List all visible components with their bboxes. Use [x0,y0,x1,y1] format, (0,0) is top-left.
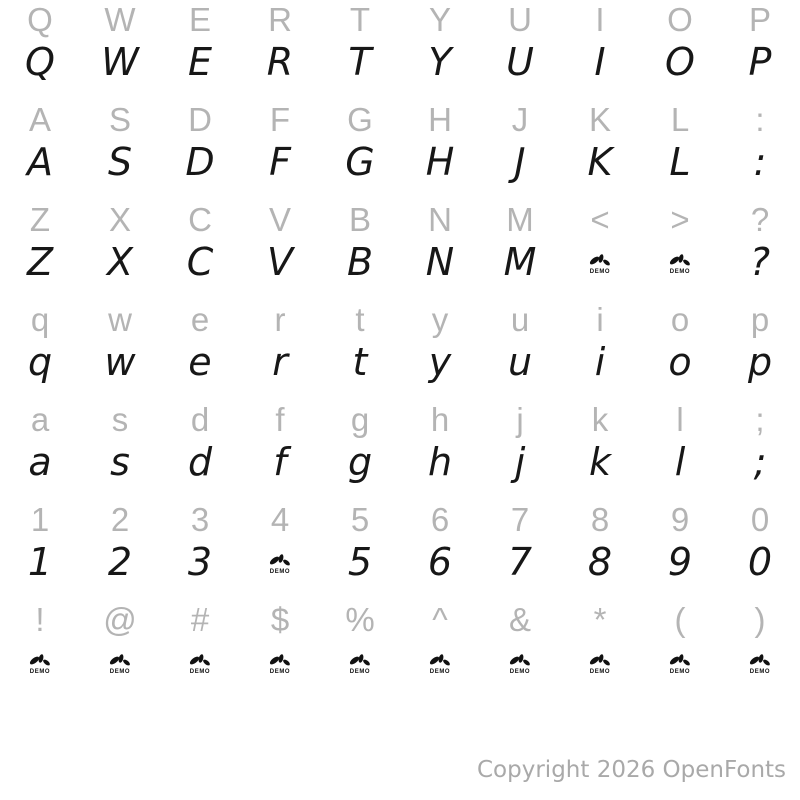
reference-glyph: ! [35,601,45,638]
reference-row-3 [0,200,800,240]
glyph-row-block-6 [0,500,800,600]
reference-glyph: O [667,1,693,38]
reference-glyph: Q [27,1,53,38]
reference-glyph: q [30,301,50,338]
reference-glyph: f [275,401,285,438]
demo-badge-label: DEMO [749,668,771,675]
demo-badge-label: DEMO [589,668,611,675]
demo-badge [269,554,291,575]
reference-glyph: d [190,401,210,438]
demo-placeholder-glyph [720,638,800,686]
reference-row-4 [0,300,800,340]
reference-glyph: A [28,101,51,138]
reference-glyph: & [508,601,531,638]
reference-glyph: % [345,601,375,638]
reference-glyph: N [428,201,452,238]
demo-badge-label: DEMO [29,668,51,675]
demo-placeholder-glyph [240,538,320,586]
reference-row-7 [0,600,800,640]
demo-font-glyph: N [425,240,455,284]
reference-glyph: @ [103,601,137,638]
demo-font-glyph: W [101,40,139,84]
reference-glyph: W [104,1,136,38]
reference-glyph: r [274,301,286,338]
reference-glyph: S [108,101,131,138]
demo-font-glyph: V [267,240,293,284]
demo-font-glyph: u [507,340,533,384]
reference-glyph: 8 [590,501,610,538]
demo-placeholder-glyph [640,638,720,686]
glyph-row-block-2 [0,100,800,200]
demo-font-glyph: J [514,140,526,184]
glyph-row-block-7 [0,600,800,700]
demo-font-glyph: ; [753,440,767,484]
demo-font-glyph: l [674,440,686,484]
reference-glyph: H [428,101,452,138]
demo-badge [749,654,771,675]
demo-badge [589,654,611,675]
demo-font-glyph: d [187,440,213,484]
three-petal-ornament-icon [589,654,611,668]
demo-badge-label: DEMO [109,668,131,675]
demo-badge [109,654,131,675]
three-petal-ornament-icon [589,254,611,268]
demo-font-glyph: f [273,440,287,484]
reference-glyph: D [188,101,212,138]
demo-font-glyph: e [188,340,212,384]
demo-font-glyph: s [110,440,130,484]
demo-font-row-6 [0,538,800,586]
reference-glyph: e [190,301,210,338]
demo-font-glyph: a [28,440,52,484]
demo-font-glyph: j [514,440,526,484]
reference-glyph: B [348,201,371,238]
demo-font-glyph: D [185,140,215,184]
demo-placeholder-glyph [560,638,640,686]
reference-glyph: 5 [350,501,370,538]
glyph-row-block-3 [0,200,800,300]
reference-glyph: Z [29,201,51,238]
demo-font-glyph: F [269,140,291,184]
reference-glyph: h [430,401,450,438]
reference-glyph: ( [674,601,686,638]
reference-glyph: p [750,301,770,338]
reference-glyph: t [355,301,365,338]
three-petal-ornament-icon [669,654,691,668]
reference-row-5 [0,400,800,440]
demo-font-glyph: 2 [107,540,133,584]
demo-badge-label: DEMO [669,668,691,675]
demo-font-glyph: X [106,240,134,284]
reference-glyph: j [516,401,524,438]
reference-glyph: P [748,1,771,38]
demo-font-glyph: K [587,140,613,184]
demo-placeholder-glyph [160,638,240,686]
demo-font-glyph: p [747,340,773,384]
demo-placeholder-glyph [560,238,640,286]
demo-font-glyph: E [187,40,212,84]
demo-font-glyph: M [503,240,537,284]
demo-font-glyph: I [594,40,606,84]
demo-font-glyph: G [345,140,375,184]
three-petal-ornament-icon [749,654,771,668]
demo-font-glyph: r [272,340,288,384]
reference-glyph: 3 [190,501,210,538]
reference-row-1 [0,0,800,40]
demo-font-glyph: H [425,140,455,184]
reference-row-6 [0,500,800,540]
demo-font-glyph: Q [25,40,55,84]
reference-glyph: 6 [430,501,450,538]
reference-glyph: u [510,301,530,338]
reference-glyph: K [588,101,611,138]
reference-glyph: w [108,301,132,338]
demo-badge-label: DEMO [189,668,211,675]
demo-badge-label: DEMO [269,568,291,575]
reference-glyph: l [676,401,684,438]
reference-glyph: 1 [30,501,50,538]
three-petal-ornament-icon [669,254,691,268]
reference-glyph: U [508,1,532,38]
demo-font-glyph: 6 [427,540,453,584]
demo-badge-label: DEMO [269,668,291,675]
demo-badge [429,654,451,675]
reference-glyph: L [670,101,690,138]
three-petal-ornament-icon [269,554,291,568]
glyph-row-block-4 [0,300,800,400]
demo-badge-label: DEMO [589,268,611,275]
demo-font-glyph: h [427,440,453,484]
demo-font-glyph: A [27,140,53,184]
reference-glyph: 4 [270,501,290,538]
three-petal-ornament-icon [269,654,291,668]
demo-badge [349,654,371,675]
demo-badge [269,654,291,675]
demo-font-glyph: Y [428,40,452,84]
demo-font-glyph: B [346,240,374,284]
reference-glyph: $ [270,601,290,638]
three-petal-ornament-icon [189,654,211,668]
demo-font-glyph: L [669,140,691,184]
demo-badge [669,654,691,675]
demo-font-glyph: g [347,440,373,484]
three-petal-ornament-icon [509,654,531,668]
demo-font-row-4 [0,338,800,386]
reference-glyph: s [111,401,129,438]
demo-badge-label: DEMO [669,268,691,275]
demo-font-row-7 [0,638,800,686]
demo-font-glyph: Z [26,240,54,284]
demo-font-glyph: 9 [667,540,693,584]
demo-font-glyph: 5 [347,540,373,584]
demo-font-glyph: t [352,340,368,384]
demo-font-glyph: S [107,140,133,184]
reference-glyph: G [347,101,373,138]
demo-font-glyph: o [668,340,692,384]
three-petal-ornament-icon [109,654,131,668]
demo-placeholder-glyph [80,638,160,686]
demo-font-glyph: : [753,140,767,184]
demo-font-glyph: U [506,40,534,84]
demo-font-glyph: T [348,40,372,84]
demo-font-glyph: 0 [747,540,773,584]
reference-glyph: k [591,401,609,438]
demo-placeholder-glyph [640,238,720,286]
reference-glyph: < [590,201,610,238]
demo-font-glyph: w [104,340,136,384]
demo-font-glyph: y [428,340,452,384]
demo-badge [189,654,211,675]
reference-glyph: i [596,301,604,338]
reference-glyph: R [268,1,292,38]
demo-font-row-1 [0,38,800,86]
demo-font-glyph: P [748,40,772,84]
demo-font-glyph: 1 [27,540,53,584]
demo-badge-label: DEMO [429,668,451,675]
reference-glyph: ) [754,601,766,638]
demo-font-row-2 [0,138,800,186]
demo-font-row-3 [0,238,800,286]
reference-glyph: V [268,201,291,238]
demo-badge [29,654,51,675]
three-petal-ornament-icon [349,654,371,668]
reference-glyph: 7 [510,501,530,538]
reference-glyph: F [269,101,291,138]
demo-placeholder-glyph [400,638,480,686]
demo-placeholder-glyph [0,638,80,686]
reference-glyph: X [108,201,131,238]
demo-font-glyph: 8 [587,540,613,584]
demo-font-glyph: ? [749,240,771,284]
reference-glyph: J [511,101,529,138]
reference-glyph: Y [428,1,451,38]
demo-font-glyph: R [266,40,294,84]
demo-badge-label: DEMO [509,668,531,675]
three-petal-ornament-icon [429,654,451,668]
copyright-text: Copyright 2026 OpenFonts [477,757,787,783]
reference-glyph: a [30,401,50,438]
reference-glyph: ^ [432,601,448,638]
glyph-row-block-1 [0,0,800,100]
demo-font-row-5 [0,438,800,486]
three-petal-ornament-icon [29,654,51,668]
reference-glyph: > [670,201,690,238]
demo-badge [509,654,531,675]
reference-glyph: C [188,201,212,238]
reference-glyph: M [506,201,534,238]
reference-glyph: 0 [750,501,770,538]
reference-glyph: o [670,301,690,338]
reference-glyph: y [431,301,449,338]
demo-badge [589,254,611,275]
reference-row-2 [0,100,800,140]
glyph-row-block-5 [0,400,800,500]
demo-placeholder-glyph [480,638,560,686]
reference-glyph: T [349,1,371,38]
reference-glyph: 2 [110,501,130,538]
reference-glyph: : [755,101,765,138]
demo-placeholder-glyph [320,638,400,686]
reference-glyph: 9 [670,501,690,538]
demo-font-glyph: 3 [187,540,213,584]
reference-glyph: g [350,401,370,438]
demo-placeholder-glyph [240,638,320,686]
demo-font-glyph: 7 [507,540,533,584]
demo-font-glyph: i [594,340,606,384]
demo-font-glyph: O [665,40,695,84]
demo-badge-label: DEMO [349,668,371,675]
reference-glyph: ? [750,201,770,238]
demo-font-glyph: q [27,340,53,384]
reference-glyph: * [593,601,607,638]
reference-glyph: ; [755,401,765,438]
reference-glyph: I [595,1,605,38]
demo-badge [669,254,691,275]
demo-font-glyph: k [588,440,611,484]
demo-font-glyph: C [186,240,214,284]
reference-glyph: E [188,1,211,38]
reference-glyph: # [190,601,210,638]
